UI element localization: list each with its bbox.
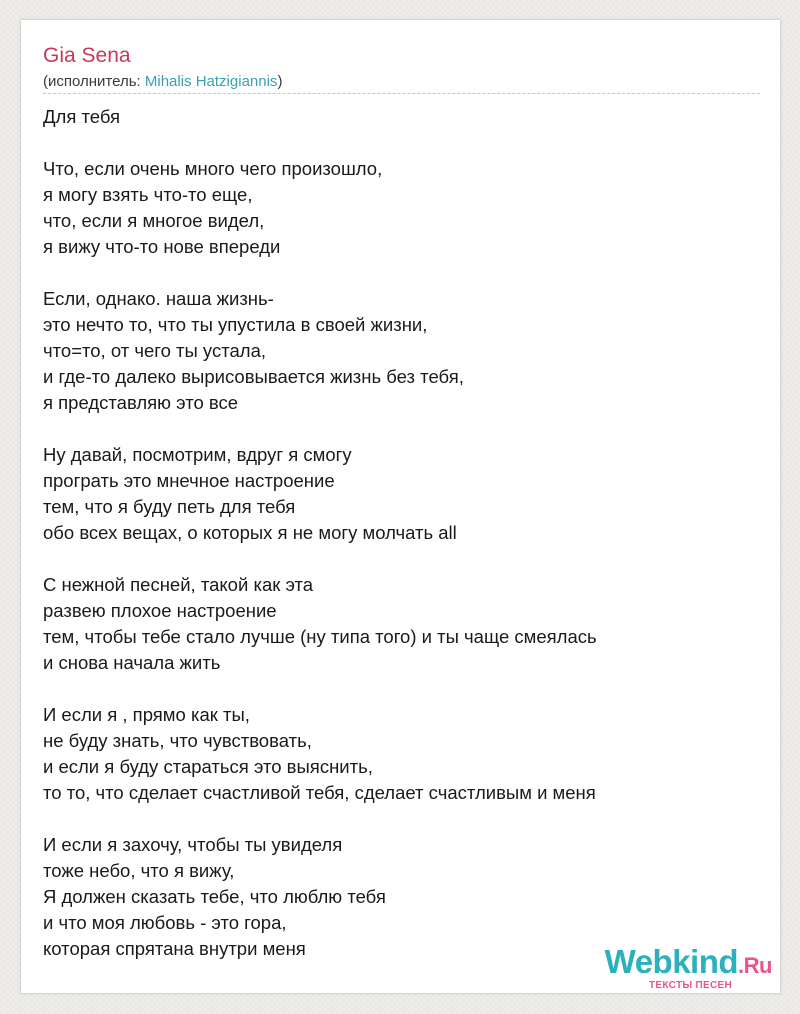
- lyric-line: Ну давай, посмотрим, вдруг я смогу: [43, 444, 352, 465]
- lyric-line: Для тебя: [43, 106, 121, 127]
- artist-line: [43, 73, 282, 90]
- lyric-line: развею плохое настроение: [43, 600, 277, 621]
- logo-tagline: ТЕКСТЫ ПЕСЕН: [649, 980, 732, 991]
- lyric-line: и снова начала жить: [43, 652, 221, 673]
- stanza: [43, 156, 763, 260]
- lyric-line: Если, однако. наша жизнь-: [43, 288, 274, 309]
- lyric-line: Что, если очень много чего произошло,: [43, 158, 383, 179]
- lyric-line: тем, что я буду петь для тебя: [43, 496, 296, 517]
- lyric-line: я могу взять что-то еще,: [43, 184, 253, 205]
- stanza: [43, 442, 763, 546]
- lyrics-card: [20, 19, 781, 994]
- lyric-line: и где-то далеко вырисовывается жизнь без тебя,: [43, 366, 464, 387]
- lyric-line: програть это мнечное настроение: [43, 470, 335, 491]
- divider: [43, 93, 760, 94]
- artist-link[interactable]: Mihalis Hatzigiannis: [144, 73, 278, 90]
- song-title: Gia Sena: [43, 44, 131, 67]
- stanza: [43, 286, 763, 416]
- lyric-line: тоже небо, что я вижу,: [43, 860, 235, 881]
- artist-prefix: (исполнитель:: [43, 73, 145, 90]
- logo-tld: .Ru: [738, 953, 772, 978]
- lyric-line: И если я захочу, чтобы ты увиделя: [43, 834, 343, 855]
- lyric-line: я представляю это все: [43, 392, 239, 413]
- artist-suffix: ): [277, 73, 283, 90]
- logo-wordmark: [605, 944, 772, 984]
- lyric-line: С нежной песней, такой как эта: [43, 574, 314, 595]
- lyric-line: что, если я многое видел,: [43, 210, 265, 231]
- lyric-line: тем, чтобы тебе стало лучше (ну типа того) и ты чаще смеялась: [43, 626, 597, 647]
- stanza: [43, 702, 763, 806]
- lyric-line: не буду знать, что чувствовать,: [43, 730, 312, 751]
- stanza: [43, 572, 763, 676]
- lyric-line: и что моя любовь - это гора,: [43, 912, 287, 933]
- logo-name: Webkind: [604, 943, 739, 980]
- stanza: [43, 104, 763, 130]
- lyric-line: и если я буду стараться это выяснить,: [43, 756, 373, 777]
- lyric-line: обо всех вещах, о которых я не могу молчать all: [43, 522, 457, 543]
- lyric-line: которая спрятана внутри меня: [43, 938, 306, 959]
- webkind-logo[interactable]: [605, 944, 772, 991]
- lyric-line: я вижу что-то нове впереди: [43, 236, 281, 257]
- lyric-line: это нечто то, что ты упустила в своей жизни,: [43, 314, 428, 335]
- lyric-line: то то, что сделает счастливой тебя, сделает счастливым и меня: [43, 782, 596, 803]
- lyric-line: И если я , прямо как ты,: [43, 704, 250, 725]
- lyric-line: что=то, от чего ты устала,: [43, 340, 267, 361]
- lyrics-body: [43, 104, 763, 962]
- lyric-line: Я должен сказать тебе, что люблю тебя: [43, 886, 386, 907]
